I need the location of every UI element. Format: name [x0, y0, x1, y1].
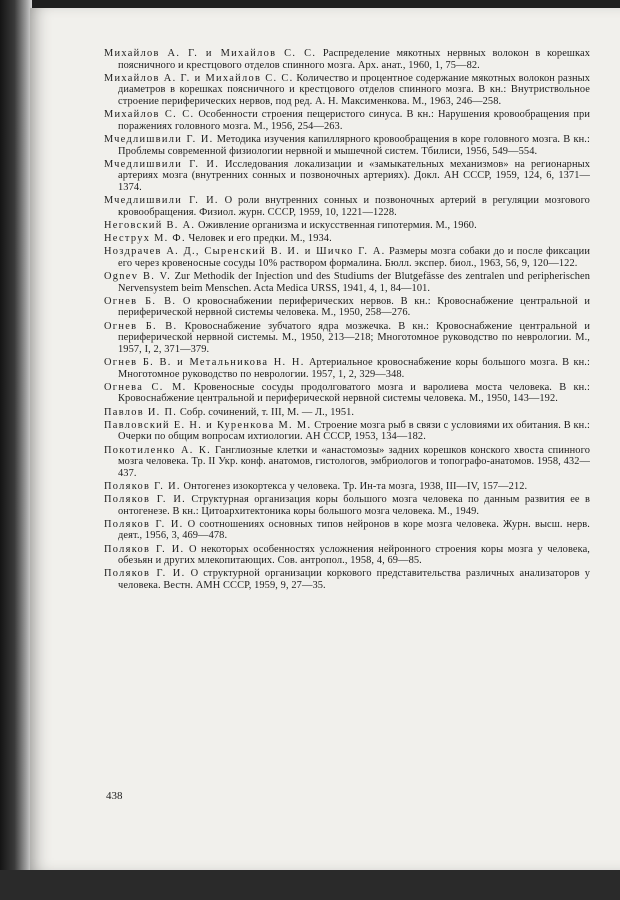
reference-text: О роли внутренних сонных и позвоночных артерий в регуляции мозгового кровообращения. Физиол. журн. СССР, 1959, 10, 1221—1228. [118, 195, 590, 218]
reference-entry [104, 519, 590, 542]
page-number: 438 [106, 790, 123, 802]
reference-author: Михайлов А. Г. и Михайлов С. С. [104, 48, 317, 59]
reference-entry [104, 159, 590, 194]
reference-text: Артериальное кровоснабжение коры большого мозга. В кн.: Многотомное руководство по неврологии. 1957, 1, 2, 329—348. [118, 356, 590, 380]
reference-text: Методика изучения капиллярного кровообращения в коре головного мозга. В кн.: Проблемы современной физиологии нервной и мышечной систем. Тбилиси, 1956, 549—554. [118, 133, 590, 157]
reference-list [104, 48, 590, 593]
reference-text: Количество и процентное содержание мякотных волокон разных диаметров в корешках поясничного и крестцового отделов спинного мозга. В кн.: Внутриствольное строение периферических нервов, под ред. А. Н. Максименкова. М., 1963, 246—258. [118, 72, 591, 107]
reference-text: Исследования локализации и «замыкательных механизмов» на регионарных артериях мозга (внутренних сонных и позвоночных артериях). Докл. АН СССР, 1959, 124, 6, 1371—1374. [118, 158, 590, 193]
reference-author: Поляков Г. И. [104, 494, 187, 506]
reference-entry [104, 73, 590, 108]
reference-author: Михайлов А. Г. и Михайлов С. С. [104, 72, 294, 84]
reference-author: Павловский Е. Н. и Куренкова М. М. [104, 419, 312, 431]
reference-entry [104, 134, 590, 157]
book-binding-shadow [0, 0, 32, 900]
reference-text: Собр. сочинений, т. III, М. — Л., 1951. [179, 406, 355, 418]
reference-entry [104, 357, 590, 380]
reference-author: Поляков Г. И. [104, 543, 185, 555]
reference-text: Человек и его предки. М., 1934. [188, 233, 332, 245]
reference-entry [104, 382, 590, 405]
reference-entry [104, 321, 590, 356]
reference-text: О кровоснабжении периферических нервов. В кн.: Кровоснабжение центральной и периферической нервной системы человека. М., 1950, 258—276. [118, 295, 590, 319]
reference-author: Огнев Б. В. [104, 295, 177, 307]
reference-text: Кровеносные сосуды продолговатого мозга и варолиева моста человека. В кн.: Кровоснабжение центральной и периферической нервной системы человека. М., 1950, 143—192. [118, 381, 590, 405]
reference-author: Огнев Б. В. и Метальникова Н. Н. [104, 356, 305, 368]
reference-author: Михайлов С. С. [104, 109, 195, 121]
reference-author: Огнева С. М. [104, 381, 187, 393]
reference-author: Покотиленко А. К. [104, 444, 211, 456]
reference-entry [104, 220, 590, 232]
reference-text: Строение мозга рыб в связи с условиями их обитания. В кн.: Очерки по общим вопросам ихтиологии. АН СССР, 1953, 134—182. [118, 419, 591, 443]
scan-bottom-edge [0, 870, 620, 900]
reference-author: Огнев Б. В. [104, 320, 178, 332]
reference-author: Поляков Г. И. [104, 518, 184, 530]
reference-author: Мчедлишвили Г. И. [104, 158, 220, 170]
reference-entry [104, 420, 590, 443]
reference-text: О некоторых особенностях усложнения нейронного строения коры мозга у человека, обезьян и других млекопитающих. Сов. антропол., 1958, 4, 69—85. [118, 543, 591, 567]
reference-text: Распределение мякотных нервных волокон в корешках поясничного и крестцового отделов спинного мозга. Арх. анат., 1960, 1, 75—82. [118, 48, 591, 71]
reference-entry [104, 48, 590, 71]
reference-text: Кровоснабжение зубчатого ядра мозжечка. В кн.: Кровоснабжение центральной и периферической нервной системы. М., 1950, 213—218; Многотомное руководство по неврологии. М., 1957, I, 2, 371—379. [118, 320, 590, 355]
reference-author: Мчедлишвили Г. И. [104, 195, 219, 207]
reference-text: Особенности строения пещеристого синуса. В кн.: Нарушения кровообращения при поражениях головного мозга. М., 1956, 254—263. [118, 109, 590, 132]
reference-entry [104, 494, 590, 517]
reference-entry [104, 195, 590, 218]
reference-entry [104, 544, 590, 567]
reference-entry [104, 407, 590, 419]
reference-text: Онтогенез изокортекса у человека. Тр. Ин-та мозга, 1938, III—IV, 157—212. [183, 480, 528, 492]
reference-text: Оживление организма и искусственная гипотермия. М., 1960. [197, 219, 477, 231]
reference-author: Поляков Г. И. [104, 568, 186, 580]
reference-entry [104, 109, 590, 132]
reference-author: Неструх М. Ф. [104, 233, 186, 245]
reference-author: Ognev B. V. [104, 271, 172, 283]
reference-author: Поляков Г. И. [104, 480, 181, 492]
reference-author: Ноздрачев А. Д., Сыренский В. И. и Шичко Г. А. [104, 246, 386, 258]
reference-entry [104, 296, 590, 319]
reference-text: О соотношениях основных типов нейронов в коре мозга человека. Журн. высш. нерв. деят., 1956, 3, 469—478. [118, 518, 590, 542]
reference-entry [104, 568, 590, 591]
reference-entry [104, 246, 590, 269]
reference-text: Размеры мозга собаки до и после фиксации его через кровеносные сосуды 10% раствором формалина. Бюлл. экспер. биол., 1963, 56, 9, 120—122. [118, 246, 590, 269]
reference-entry [104, 233, 590, 245]
reference-author: Павлов И. П. [104, 406, 178, 418]
reference-text: Zur Methodik der Injection und des Studiums der Blutgefässe des zentralen und peripherischen Nervensystem beim Menschen. Acta Medica URSS, 1941, 4, 1, 84—101. [118, 271, 590, 294]
reference-author: Мчедлишвили Г. И. [104, 133, 214, 145]
reference-author: Неговский В. А. [104, 219, 196, 231]
reference-entry [104, 271, 590, 294]
reference-text: Структурная организация коры большого мозга человека по данным развития ее в онтогенезе. В кн.: Цитоархитектоника коры большого мозга человека. М., 1949. [118, 494, 590, 517]
reference-entry [104, 481, 590, 493]
reference-entry [104, 445, 590, 480]
reference-text: Ганглиозные клетки и «анастомозы» задних корешков конского хвоста спинного мозга человека. Тр. II Укр. конф. анатомов, гистологов, эмбриологов и топографо-анатомов. 1958, 432—437. [118, 444, 590, 479]
reference-text: О структурной организации коркового представительства различных анализаторов у человека. Вестн. АМН СССР, 1959, 9, 27—35. [118, 568, 591, 591]
